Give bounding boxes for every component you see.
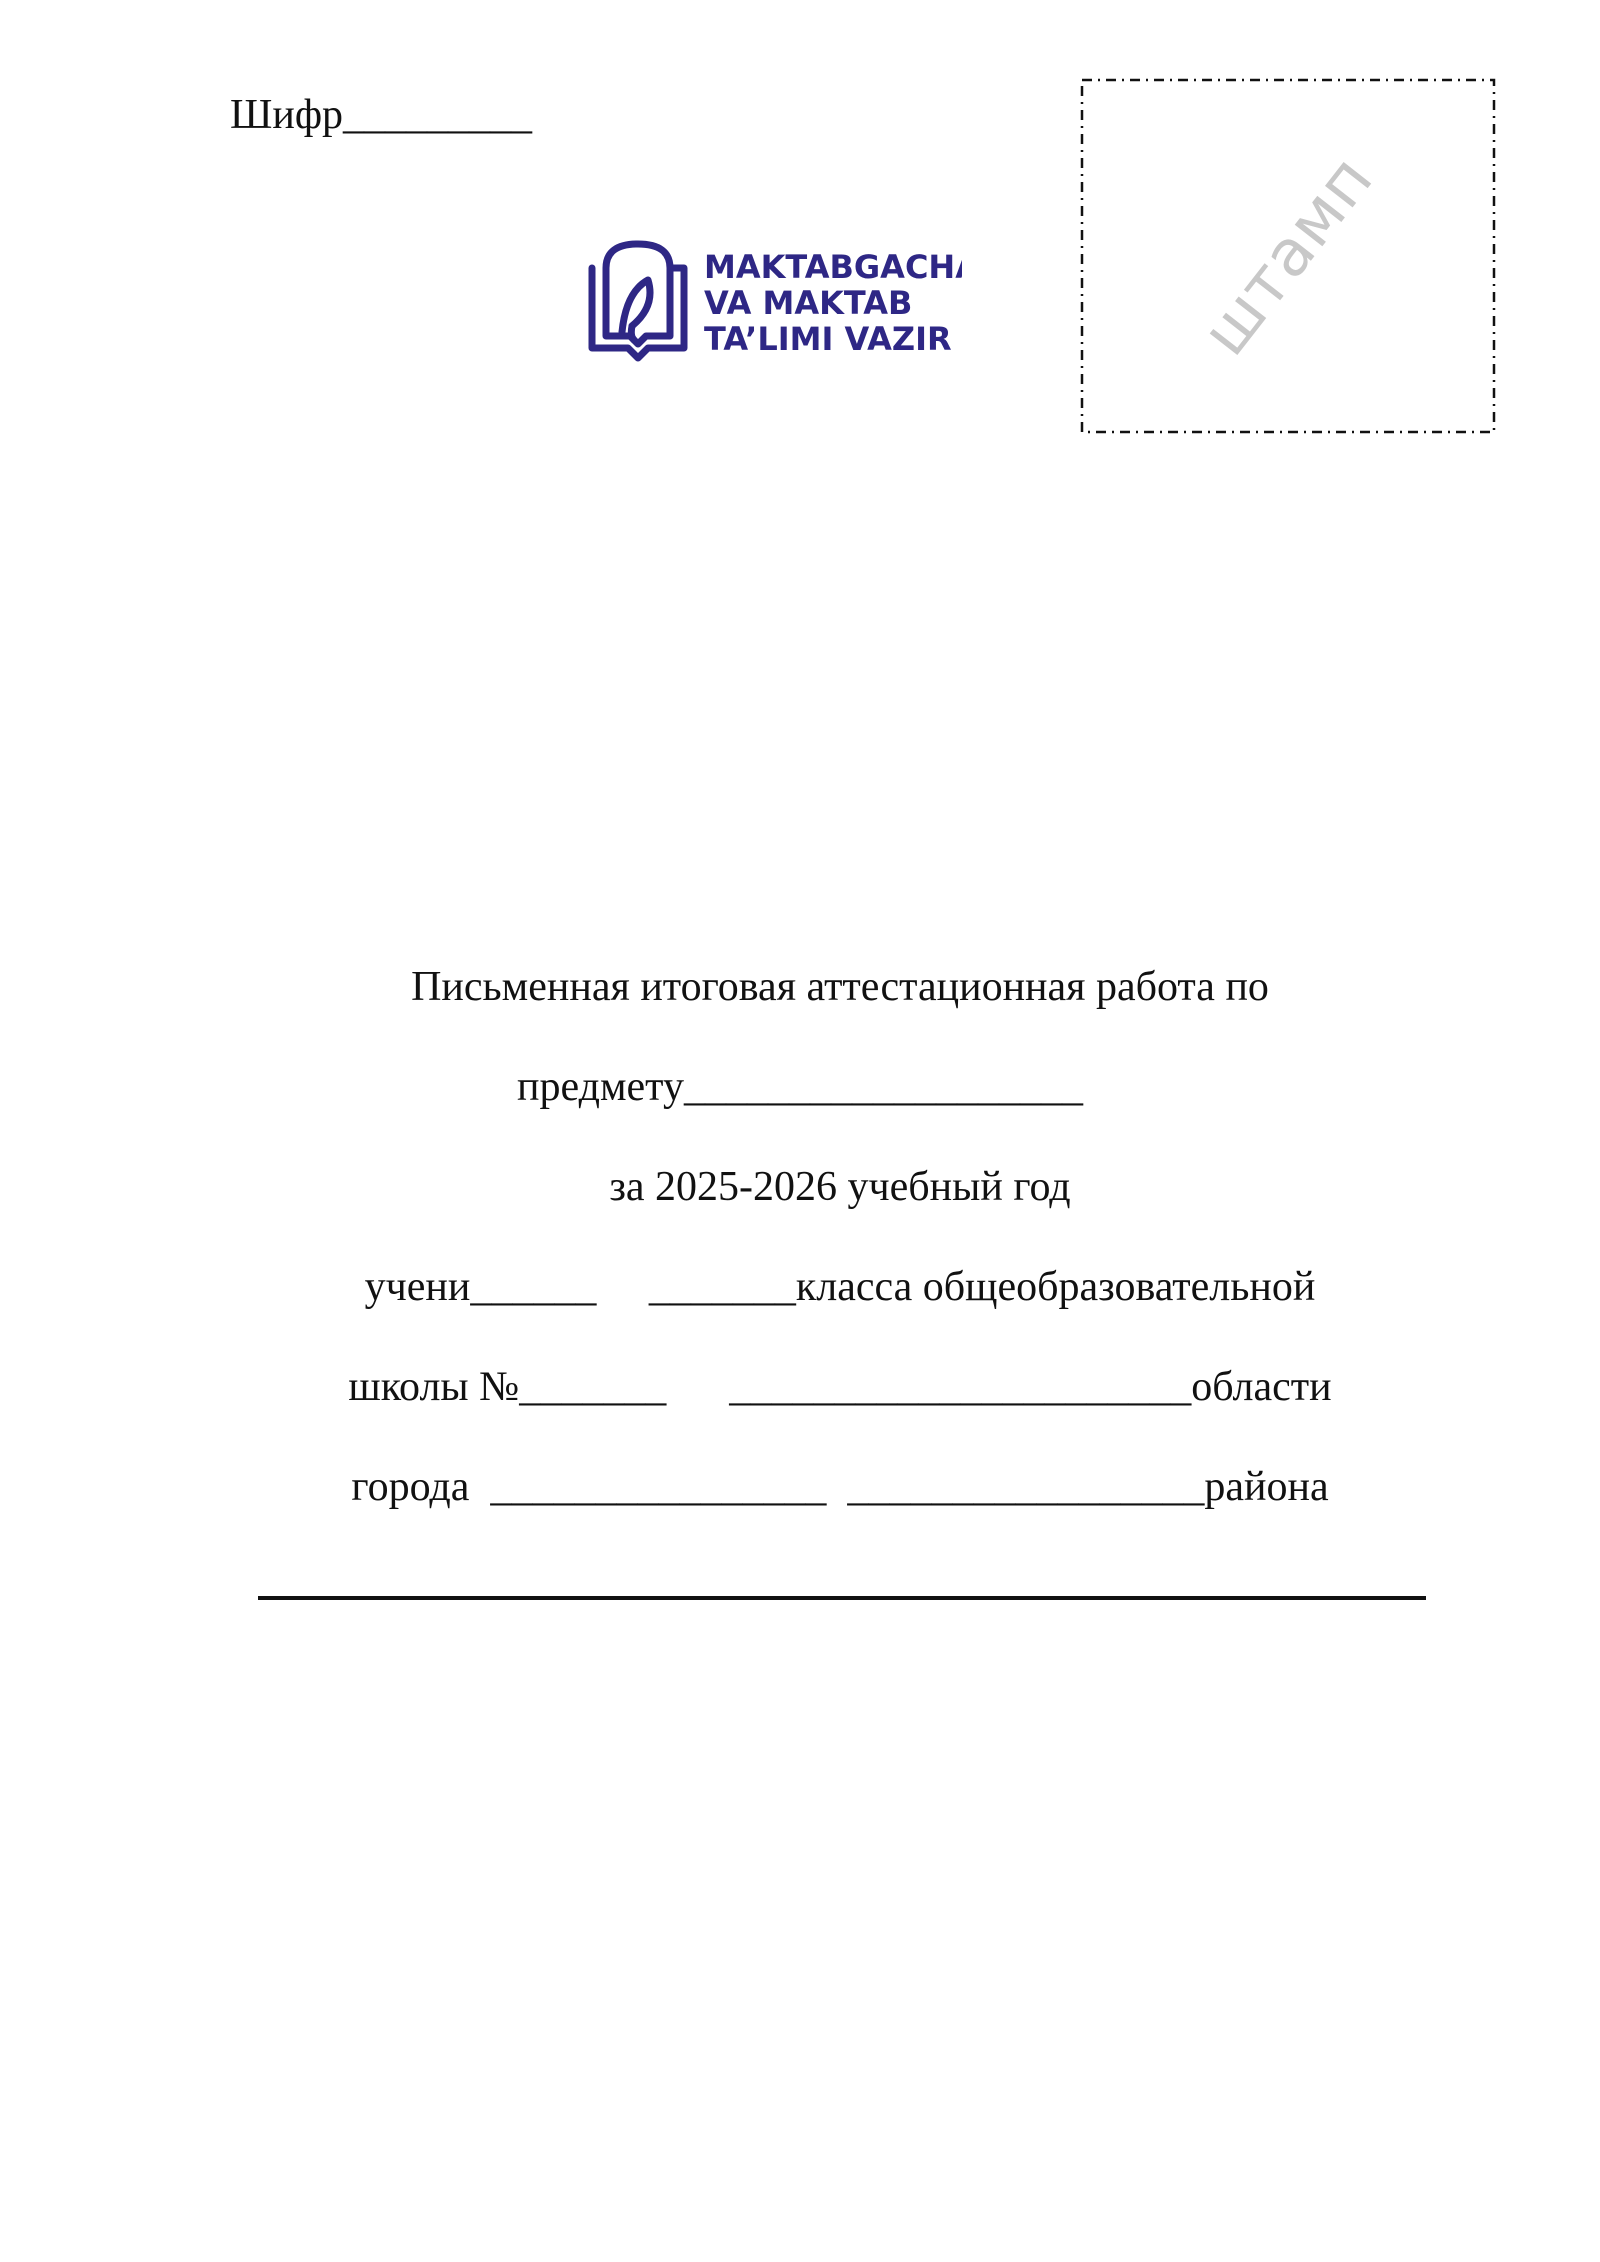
title-line: Письменная итоговая аттестационная работа по — [411, 964, 1269, 1010]
school-region-field: школы №_______ ______________________области — [348, 1364, 1332, 1410]
book-leaf-icon — [592, 244, 684, 358]
signature-rule — [258, 1596, 1426, 1600]
stamp-area — [1080, 78, 1496, 434]
stamp-label: штамп — [1187, 142, 1389, 370]
ministry-logo-graphic — [586, 240, 962, 368]
subject-field: предмету___________________ — [517, 1064, 1083, 1110]
academic-year: за 2025-2026 учебный год — [609, 1164, 1071, 1210]
logo-text-line3: TA’LIMI VAZIR — [704, 320, 952, 358]
logo-text-line2: VA MAKTAB — [704, 284, 913, 322]
logo-text-line1: MAKTABGACHA — [704, 248, 962, 286]
student-class-field: учени______ _______класса общеобразовательной — [364, 1264, 1316, 1310]
cipher-field: Шифр_________ — [230, 92, 533, 138]
ministry-logo — [586, 240, 962, 368]
city-district-field: города ________________ _________________района — [351, 1464, 1329, 1510]
